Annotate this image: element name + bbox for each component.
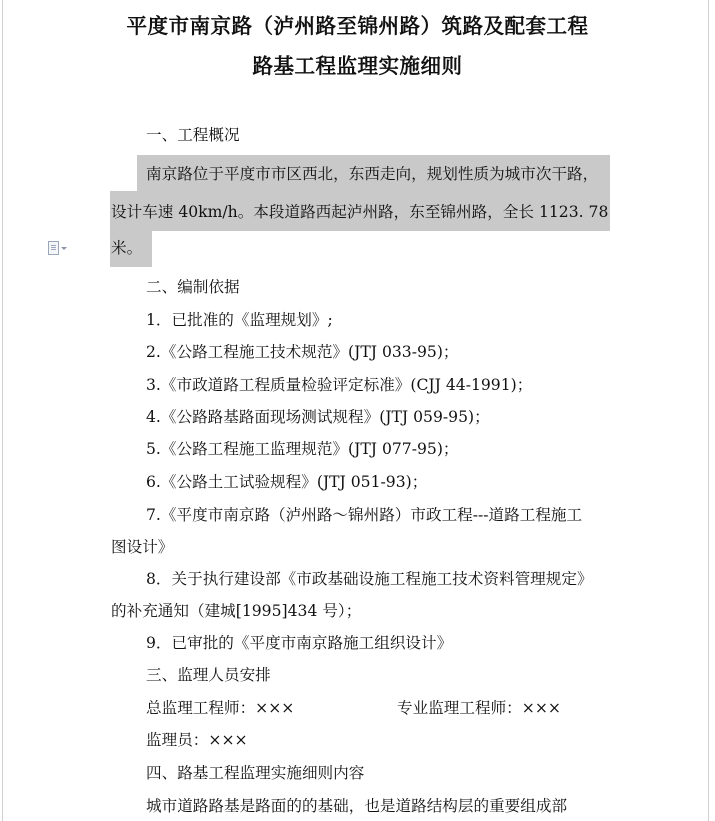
basis-item-3: 3.《市政道路工程质量检验评定标准》(CJJ 44-1991)； bbox=[146, 376, 533, 394]
section-heading-content: 四、路基工程监理实施细则内容 bbox=[146, 764, 365, 782]
overview-text-line1[interactable]: 南京路位于平度市市区西北，东西走向，规划性质为城市次干路， bbox=[146, 165, 599, 183]
basis-item-8-line2: 的补充通知（建城[1995]434 号）； bbox=[111, 602, 362, 620]
specialty-engineer: 专业监理工程师：××× bbox=[397, 699, 561, 717]
basis-item-9: 9．已审批的《平度市南京路施工组织设计》 bbox=[146, 634, 453, 652]
basis-item-7-line1: 7.《平度市南京路（泸州路～锦州路）市政工程---道路工程施工 bbox=[146, 506, 583, 524]
section-heading-overview: 一、工程概况 bbox=[146, 126, 240, 144]
content-text-line1: 城市道路路基是路面的的基础，也是道路结构层的重要组成部 bbox=[146, 797, 568, 815]
chevron-down-icon bbox=[61, 247, 67, 250]
chief-engineer: 总监理工程师：××× bbox=[146, 699, 295, 717]
supervisor: 监理员：××× bbox=[146, 731, 248, 749]
section-heading-basis: 二、编制依据 bbox=[146, 278, 240, 296]
basis-item-2: 2.《公路工程施工技术规范》(JTJ 033-95)； bbox=[146, 343, 459, 361]
document-title-line1: 平度市南京路（泸州路至锦州路）筑路及配套工程 bbox=[126, 14, 589, 38]
document-title-line2: 路基工程监理实施细则 bbox=[252, 54, 463, 78]
document-options-icon[interactable] bbox=[48, 240, 74, 256]
basis-item-4: 4.《公路路基路面现场测试规程》(JTJ 059-95)； bbox=[146, 408, 490, 426]
basis-item-7-line2: 图设计》 bbox=[111, 538, 174, 556]
section-heading-staff: 三、监理人员安排 bbox=[146, 666, 271, 684]
basis-item-5: 5.《公路工程施工监理规范》(JTJ 077-95)； bbox=[146, 440, 459, 458]
page-right-edge bbox=[708, 0, 709, 821]
basis-item-6: 6.《公路土工试验规程》(JTJ 051-93)； bbox=[146, 473, 428, 491]
basis-item-1: 1．已批准的《监理规划》; bbox=[146, 311, 333, 329]
overview-text-line2[interactable]: 设计车速 40km/h。本段道路西起泸州路，东至锦州路，全长 1123. 78 bbox=[111, 203, 609, 221]
page-icon bbox=[48, 241, 59, 255]
page-left-edge bbox=[2, 0, 3, 821]
overview-text-line3[interactable]: 米。 bbox=[111, 239, 143, 257]
basis-item-8-line1: 8．关于执行建设部《市政基础设施工程施工技术资料管理规定》 bbox=[146, 570, 593, 588]
